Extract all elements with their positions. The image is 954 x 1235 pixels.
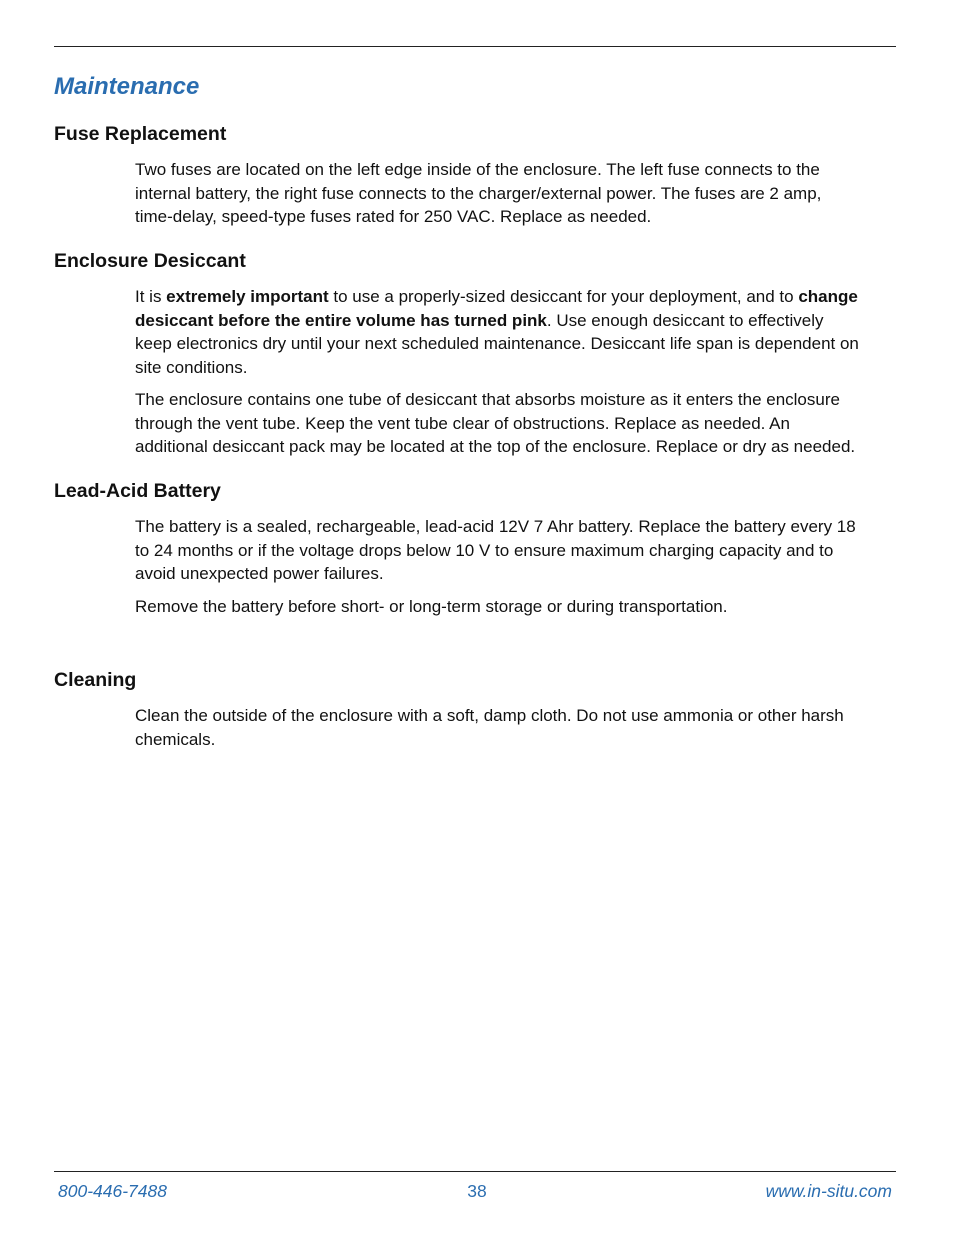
section-heading: Enclosure Desiccant [54,249,246,272]
footer-page-number: 38 [467,1181,487,1201]
section-heading: Lead-Acid Battery [54,479,221,502]
paragraph: Two fuses are located on the left edge inside of the enclosure. The left fuse connects to the internal battery, the right fuse connects to the charger/external power. The fuses are 2 amp, time-delay, speed-type fuses rated for 250 VAC. Replace as needed. [135,160,822,227]
text-run: to use a properly-sized desiccant for your deployment, and to [328,287,799,307]
page-title: Maintenance [54,73,200,100]
section-heading: Cleaning [54,669,137,692]
emphasis-text: extremely important [166,287,329,307]
footer-rule [54,1171,896,1172]
paragraph: The battery is a sealed, rechargeable, lead-acid 12V 7 Ahr battery. Replace the battery every 18 to 24 months or if the voltage drops below 10 V to ensure maximum charging capacity and to avoid unexpected power failures. [135,517,856,584]
text-run: It is [135,287,167,307]
section-cleaning [54,668,896,751]
section-lead-acid-battery [54,479,896,618]
paragraph [135,285,860,379]
footer-website-link[interactable]: www.in-situ.com [765,1181,892,1201]
section-fuse-replacement [54,122,896,229]
paragraph: Remove the battery before short- or long-term storage or during transportation. [135,596,728,616]
footer-phone: 800-446-7488 [58,1181,167,1201]
emphasis-text: change desiccant before the entire volume has turned pink [135,287,858,330]
section-enclosure-desiccant [54,249,896,459]
paragraph: Clean the outside of the enclosure with a soft, damp cloth. Do not use ammonia or other harsh chemicals. [135,706,844,749]
header-rule [54,46,896,47]
section-heading: Fuse Replacement [54,123,227,145]
text-run: . Use enough desiccant to effectively keep electronics dry until your next scheduled maintenance. Desiccant life span is dependent on site conditions. [135,310,859,377]
paragraph: The enclosure contains one tube of desiccant that absorbs moisture as it enters the enclosure through the vent tube. Keep the vent tube clear of obstructions. Replace as needed. An additional desiccant pack may be located at the top of the enclosure. Replace or dry as needed. [135,390,856,457]
page-content [54,122,896,771]
